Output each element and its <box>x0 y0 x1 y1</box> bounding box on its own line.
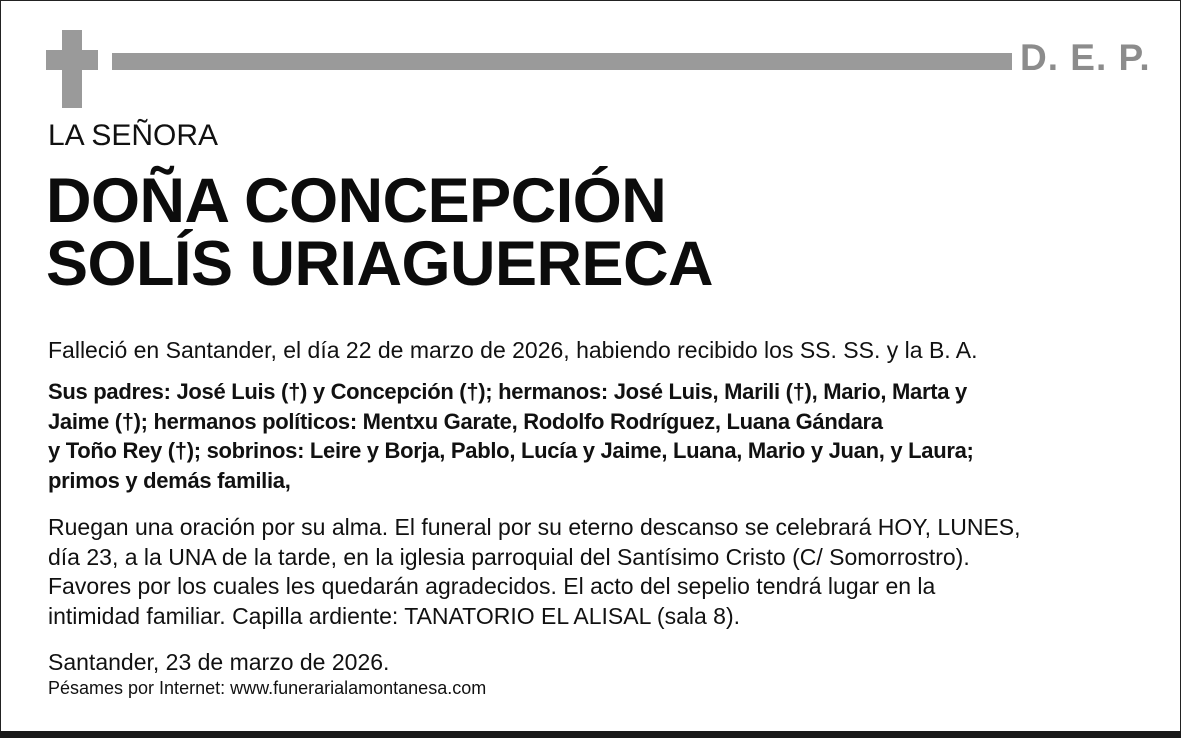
place-date: Santander, 23 de marzo de 2026. <box>48 649 390 675</box>
family-line: Jaime (†); hermanos políticos: Mentxu Garate, Rodolfo Rodríguez, Luana Gándara <box>48 408 883 434</box>
title-prefix: LA SEÑORA <box>48 119 219 152</box>
family-line: primos y demás familia, <box>48 467 291 493</box>
deceased-name <box>46 166 714 299</box>
deceased-name-line-1: DOÑA CONCEPCIÓN <box>46 166 667 236</box>
header-rule <box>112 53 1012 70</box>
funeral-line: Ruegan una oración por su alma. El funeral por su eterno descanso se celebrará HOY, LUNES, <box>48 514 1021 540</box>
family-line: Sus padres: José Luis (†) y Concepción (†); hermanos: José Luis, Marili (†), Mario, Marta y <box>48 379 967 404</box>
funeral-details <box>48 513 1158 631</box>
family-line: y Toño Rey (†); sobrinos: Leire y Borja, Pablo, Lucía y Jaime, Luana, Mario y Juan, y Laura; <box>48 438 974 463</box>
death-notice: Falleció en Santander, el día 22 de marzo de 2026, habiendo recibido los SS. SS. y la B. A. <box>48 337 978 363</box>
funeral-line: día 23, a la UNA de la tarde, en la iglesia parroquial del Santísimo Cristo (C/ Somorrostro). <box>48 543 970 570</box>
family-list <box>48 377 1148 495</box>
funeral-line: Favores por los cuales les quedarán agradecidos. El acto del sepelio tendrá lugar en la <box>48 573 936 599</box>
funeral-line: intimidad familiar. Capilla ardiente: TANATORIO EL ALISAL (sala 8). <box>48 602 740 629</box>
dep-label: D. E. P. <box>1020 37 1151 78</box>
bottom-border <box>0 731 1181 738</box>
deceased-name-line-2: SOLÍS URIAGUERECA <box>46 229 714 299</box>
condolences-link-text: Pésames por Internet: www.funerarialamontanesa.com <box>48 678 487 698</box>
